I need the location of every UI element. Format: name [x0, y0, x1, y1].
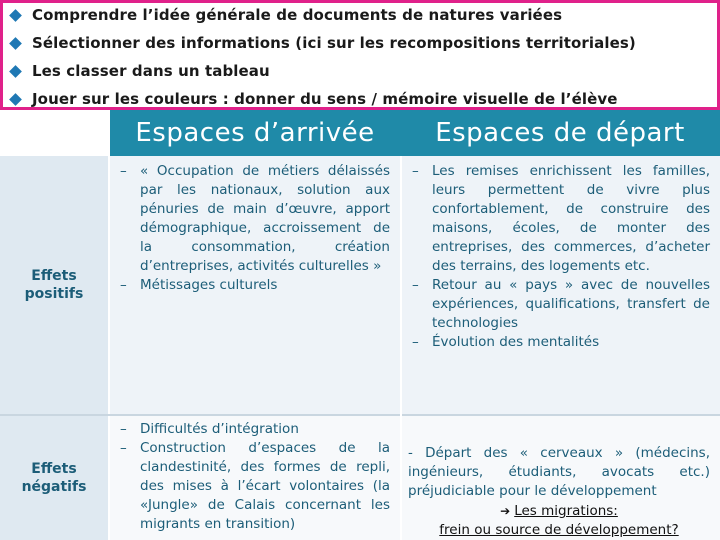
conclusion	[408, 502, 710, 540]
row-label-positifs: Effets positifs	[0, 156, 110, 414]
row-label-negatifs: Effets négatifs	[0, 416, 110, 540]
list-item: – Métissages culturels	[112, 276, 390, 295]
diamond-bullet-icon	[9, 9, 22, 22]
header-depart: Espaces de départ	[435, 118, 685, 148]
objective-text: Sélectionner des informations (ici sur les recompositions territoriales)	[32, 34, 636, 52]
header-arrivee: Espaces d’arrivée	[135, 118, 375, 148]
diamond-bullet-icon	[9, 65, 22, 78]
list-item: – Retour au « pays » avec de nouvelles expériences, qualifications, transfert de technologies	[404, 276, 710, 333]
effects-table	[0, 110, 720, 540]
conclusion-line2: frein ou source de développement?	[439, 522, 679, 538]
list-item: – Construction d’espaces de la clandestinité, des formes de repli, des mises à l’écart volontaires (la «Jungle» de Calais concernant les migrants en transition)	[112, 439, 390, 534]
cell-positifs-depart	[402, 156, 720, 414]
cell-negatifs-depart	[402, 416, 720, 540]
table-corner	[0, 110, 110, 156]
diamond-bullet-icon	[9, 93, 22, 106]
depart-negatif-text: - Départ des « cerveaux » (médecins, ingénieurs, étudiants, avocats etc.) préjudiciable pour le développement	[408, 445, 710, 499]
objective-text: Comprendre l’idée générale de documents de natures variées	[32, 6, 563, 24]
objective-item	[9, 34, 636, 52]
diamond-bullet-icon	[9, 37, 22, 50]
objective-text: Les classer dans un tableau	[32, 62, 270, 80]
list-item: – « Occupation de métiers délaissés par les nationaux, solution aux pénuries de main d’œuvre, apport démographique, accroissement de la consommation, création d’entreprises, activités culturelles »	[112, 162, 390, 276]
objective-item	[9, 90, 618, 108]
objectives-box	[0, 0, 720, 110]
column-divider	[400, 156, 402, 540]
row-divider	[0, 414, 720, 416]
cell-negatifs-arrivee	[110, 416, 400, 540]
cell-positifs-arrivee	[110, 156, 400, 414]
objective-text: Jouer sur les couleurs : donner du sens / mémoire visuelle de l’élève	[32, 90, 618, 108]
objective-item	[9, 62, 270, 80]
list-item: – Évolution des mentalités	[404, 333, 710, 352]
list-item: – Difficultés d’intégration	[112, 420, 390, 439]
conclusion-line1: Les migrations:	[514, 503, 618, 519]
list-item: – Les remises enrichissent les familles, leurs permettent de vivre plus confortablement, de construire des maisons, écoles, de monter des entreprises, des commerces, d’acheter des terrains, des logements etc.	[404, 162, 710, 276]
arrow-right-icon: ➔	[500, 504, 511, 518]
objective-item	[9, 6, 562, 24]
